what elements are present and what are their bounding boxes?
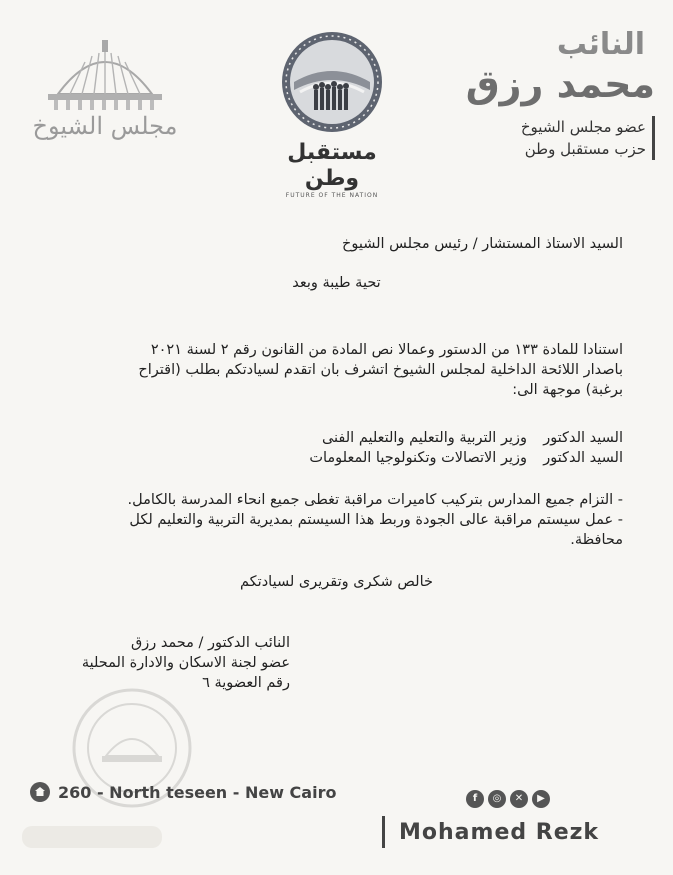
address-text: 260 - North teseen - New Cairo [58, 782, 337, 802]
mp-header [455, 28, 655, 160]
mp-title: النائب [556, 27, 645, 62]
para-line: برغبة) موجهة الى: [512, 382, 623, 398]
x-icon[interactable]: ✕ [510, 790, 528, 808]
party-name: مستقبل وطن [287, 140, 377, 191]
signature-line: عضو لجنة الاسكان والادارة المحلية [81, 655, 290, 671]
minister-title: السيد الدكتور [543, 430, 623, 446]
footer-address [30, 782, 336, 802]
party-line: حزب مستقبل وطن [524, 140, 646, 158]
requests [60, 490, 623, 550]
para-line: استنادا للمادة ١٣٣ من الدستور وعمالا نص المادة من القانون رقم ٢ لسنة ٢٠٢١ [150, 342, 623, 358]
mp-name: محمد رزق [465, 62, 655, 106]
ministers-list [60, 428, 623, 468]
para-line: باصدار اللائحة الداخلية لمجلس الشيوخ اتشرف بان اتقدم لسيادتكم بطلب (اقتراح [138, 362, 623, 378]
footer-name: Mohamed Rezk [382, 816, 599, 848]
minister-title: السيد الدكتور [543, 450, 623, 466]
footer-smudge [22, 826, 162, 848]
minister-row [60, 428, 623, 448]
signature-block [30, 633, 290, 693]
greeting: تحية طيبة وبعد [292, 275, 381, 291]
senate-name: مجلس الشيوخ [32, 112, 178, 140]
signature-line: النائب الدكتور / محمد رزق [130, 635, 290, 651]
addressee: السيد الاستاذ المستشار / رئيس مجلس الشيوخ [341, 236, 623, 252]
main-paragraph [60, 340, 623, 400]
member-of: عضو مجلس الشيوخ [520, 118, 646, 136]
request-item: - عمل سيستم مراقبة عالى الجودة وربط هذا السيستم بمديرية التربية والتعليم لكل [129, 512, 623, 528]
minister-role: وزير الاتصالات وتكنولوجيا المعلومات [309, 450, 527, 466]
instagram-icon[interactable]: ◎ [488, 790, 506, 808]
facebook-icon[interactable]: f [466, 790, 484, 808]
senate-dome-icon [40, 36, 170, 112]
request-item-cont: محافظة. [570, 532, 623, 548]
closing-thanks: خالص شكرى وتقريرى لسيادتكم [240, 574, 433, 590]
member-box [521, 116, 655, 160]
party-logo-block [262, 30, 402, 199]
home-icon [30, 782, 50, 802]
request-item: - التزام جميع المدارس بتركيب كاميرات مراقبة تغطى جميع انحاء المدرسة بالكامل. [127, 492, 623, 508]
party-logo-icon [280, 30, 384, 134]
senate-logo-block [30, 36, 180, 140]
party-name-en: FUTURE OF THE NATION [285, 192, 379, 199]
minister-role: وزير التربية والتعليم والتعليم الفنى [321, 430, 527, 446]
minister-row [60, 448, 623, 468]
signature-line: رقم العضوية ٦ [202, 675, 290, 691]
youtube-icon[interactable]: ▶ [532, 790, 550, 808]
social-icons [466, 790, 550, 808]
